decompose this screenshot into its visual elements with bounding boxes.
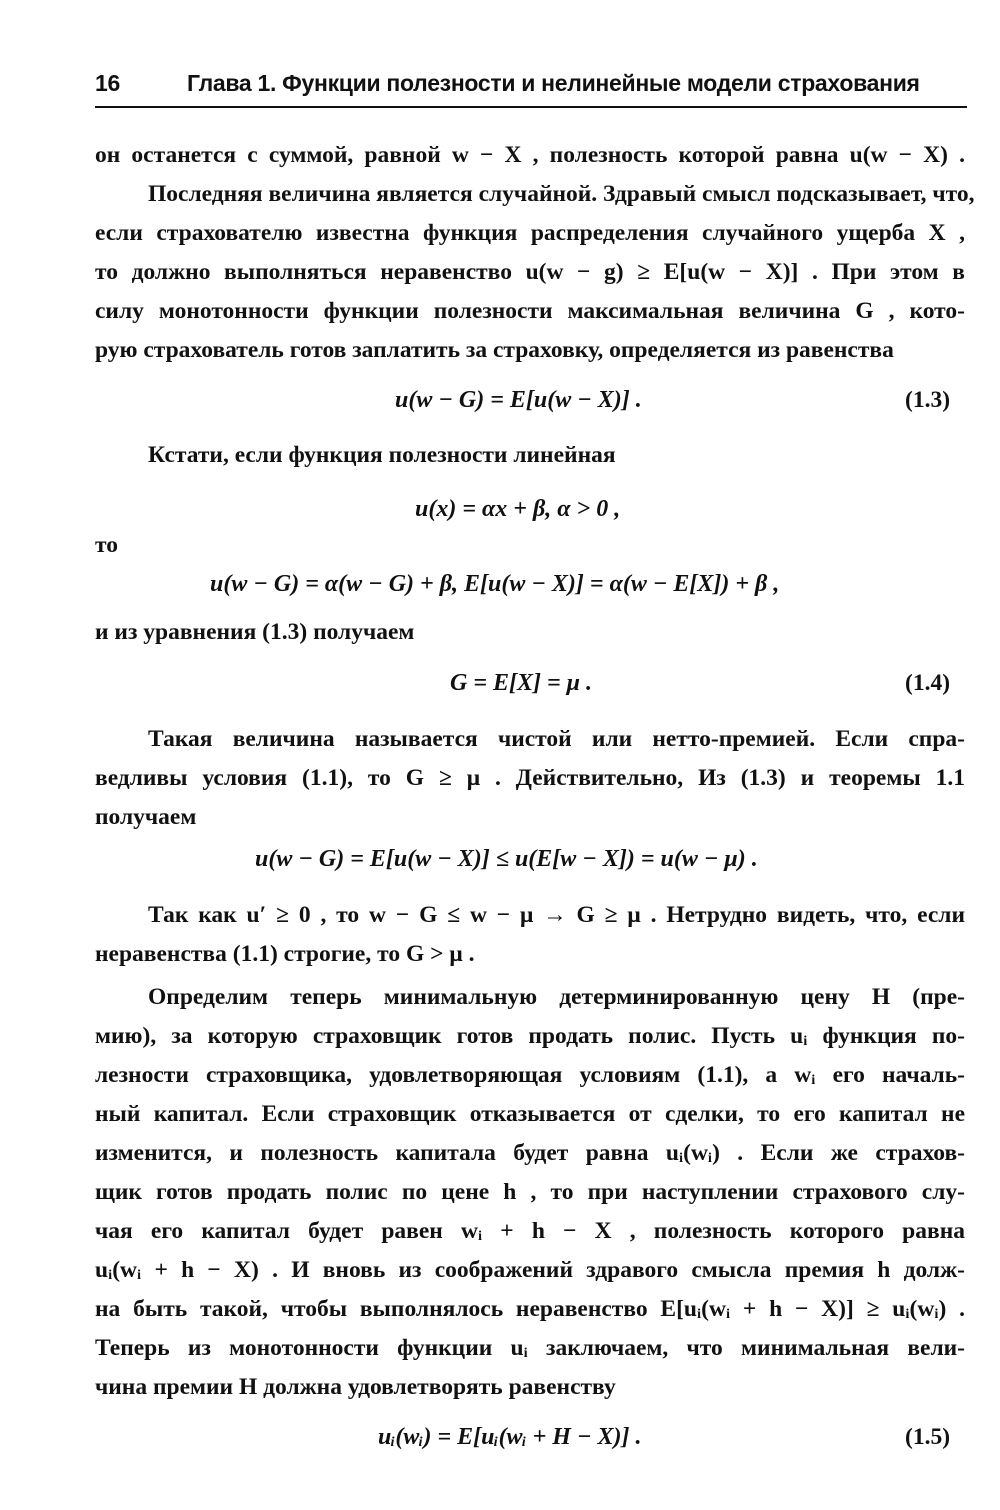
text-line: неравенства (1.1) строгие, то G > μ . [95,941,475,967]
text-line: uᵢ(wᵢ + h − X) . И вновь из соображений здравого смысла премия h долж- [95,1257,965,1283]
equation-linear-expansion: u(w − G) = α(w − G) + β, E[u(w − X)] = α(w − E[X]) + β , [210,571,780,597]
term-net-premium: нетто-премией. [652,726,816,752]
text-line: то [95,532,118,558]
text-line: чая его капитал будет равен wᵢ + h − X , полезность которого равна [95,1218,965,1244]
equation-linear: u(x) = αx + β, α > 0 , [415,496,621,522]
text-line: то должно выполняться неравенство u(w − g) ≥ E[u(w − X)] . При этом в [95,259,965,285]
text-line: силу монотонности функции полезности максимальная величина G , кото- [95,298,965,324]
text-line: на быть такой, чтобы выполнялось неравенство E[uᵢ(wᵢ + h − X)] ≥ uᵢ(wᵢ) . [95,1296,965,1322]
text-line: Теперь из монотонности функции uᵢ заключаем, что минимальная вели- [95,1335,965,1361]
text-segment: Такая величина называется [148,726,498,752]
equation-number: (1.3) [905,387,951,413]
text-line: мию), за которую страховщик готов продать полис. Пусть uᵢ функция по- [95,1023,965,1049]
text-line: если страхователю известна функция распределения случайного ущерба X , [95,220,965,246]
text-line: Так как u′ ≥ 0 , то w − G ≤ w − μ → G ≥ μ . Нетрудно видеть, что, если [148,902,965,928]
text-line: и из уравнения (1.3) получаем [95,619,415,645]
equation-inequality: u(w − G) = E[u(w − X)] ≤ u(E[w − X]) = u(w − μ) . [255,846,758,872]
page-number: 16 [95,70,120,96]
equation-1-5: uᵢ(wᵢ) = E[uᵢ(wᵢ + H − X)] . [378,1424,642,1450]
text-line: щик готов продать полис по цене h , то при наступлении страхового слу- [95,1179,965,1205]
equation-number: (1.4) [905,670,951,696]
text-line: Определим теперь минимальную детерминированную цену H (пре- [148,984,965,1010]
equation-1-3: u(w − G) = E[u(w − X)] . [395,387,642,413]
text-line: Кстати, если функция полезности линейная [148,442,616,468]
text-line: он останется с суммой, равной w − X , полезность которой равна u(w − X) . [95,142,965,168]
text-line [148,720,965,758]
text-line: Последняя величина является случайной. Здравый смысл подсказывает, что, [148,181,975,207]
text-segment: Если спра- [815,726,965,752]
text-segment: или [571,726,653,752]
text-line: изменится, и полезность капитала будет равна uᵢ(wᵢ) . Если же страхов- [95,1140,965,1166]
text-line: получаем [95,804,197,830]
text-line: рую страхователь готов заплатить за страховку, определяется из равенства [95,337,894,363]
equation-number: (1.5) [905,1424,951,1450]
text-line: ведливы условия (1.1), то G ≥ μ . Действительно, Из (1.3) и теоремы 1.1 [95,765,965,791]
chapter-title: Глава 1. Функции полезности и нелинейные модели страхования [187,70,920,96]
term-net: чистой [497,726,572,752]
text-line: ный капитал. Если страховщик отказывается от сделки, то его капитал не [95,1101,965,1127]
running-header [95,66,967,108]
equation-1-4: G = E[X] = μ . [450,670,593,696]
text-line: лезности страховщика, удовлетворяющая условиям (1.1), а wᵢ его началь- [95,1062,965,1088]
text-line: чина премии H должна удовлетворять равенству [95,1374,616,1400]
